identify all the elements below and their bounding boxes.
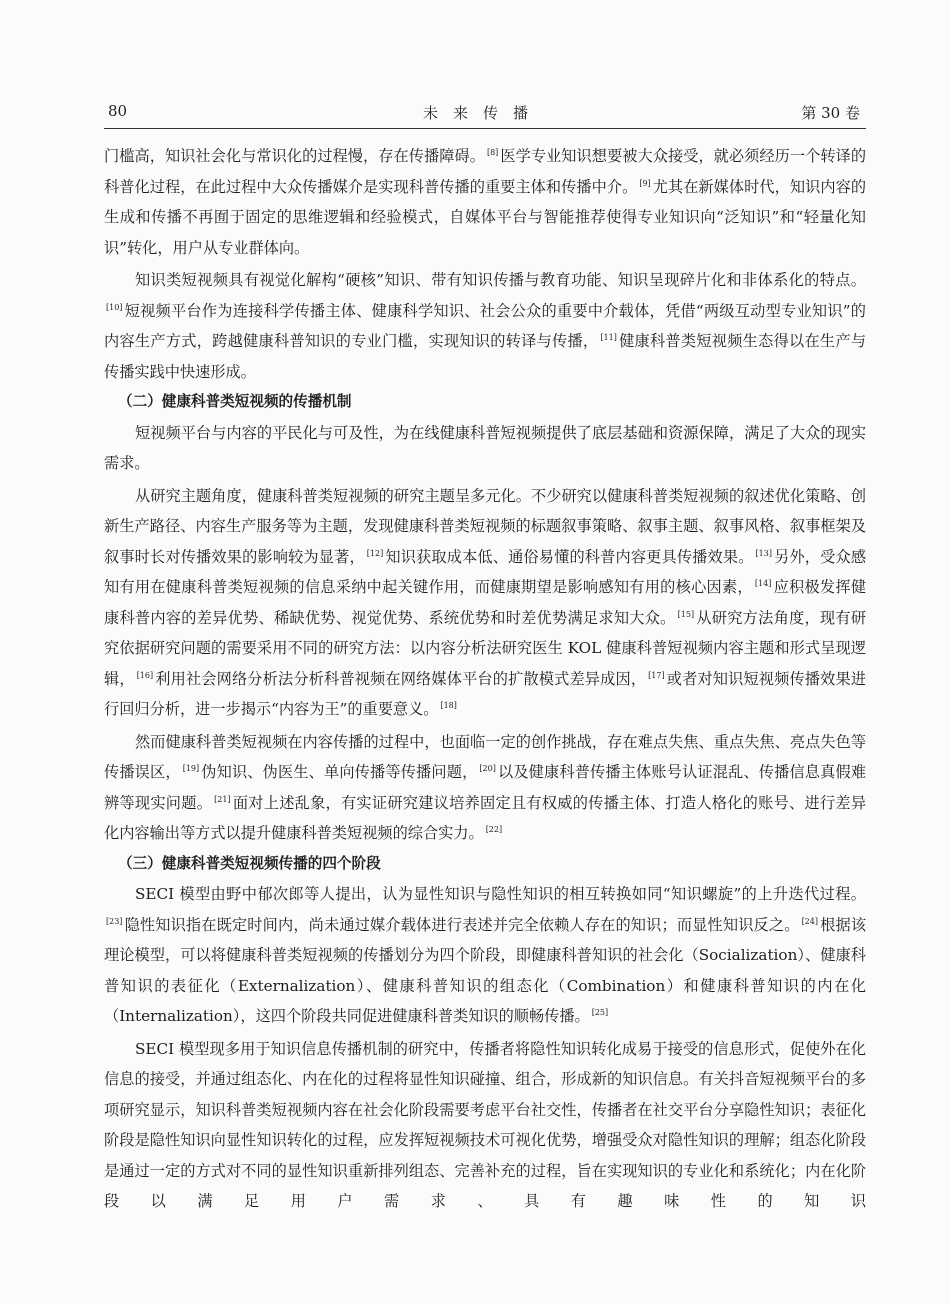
paragraph: 短视频平台与内容的平民化与可及性，为在线健康科普短视频提供了底层基础和资源保障，满足了大众的现实需求。 <box>104 423 866 472</box>
citation: [22] <box>485 825 503 834</box>
citation: [8] <box>486 148 499 157</box>
article-body <box>104 141 866 1217</box>
section-heading: （二）健康科普类短视频的传播机制 <box>118 393 352 410</box>
citation: [16] <box>136 670 154 680</box>
citation: [18] <box>440 701 457 710</box>
citation: [13] <box>755 548 772 558</box>
citation: [11] <box>600 333 617 342</box>
citation: [20] <box>479 764 496 773</box>
paragraph: SECI 模型现多用于知识信息传播机制的研究中，传播者将隐性知识转化成易于接受的信息形式，促使外在化信息的接受，并通过组态化、内在化的过程将显性知识碰撞、组合，形成新的知识信息。有关抖音短视频平台的多项研究显示，知识科普类短视频内容在社会化阶段需要考虑平台社交性，传播者在社交平台分享隐性知识；表征化阶段是隐性知识向显性知识转化的过程，应发挥短视频技术可视化优势，增强受众对隐性知识的理解；组态化阶段是通过一定的方式对不同的显性知识重新排列组态、完善补充的过程，旨在实现知识的专业化和系统化；内在化阶段以满足用户需求、具有趣味性的知识 <box>104 1039 866 1210</box>
citation: [19] <box>182 764 200 773</box>
volume-label: 第 30 卷 <box>801 104 860 122</box>
citation: [14] <box>754 579 772 588</box>
citation: [12] <box>366 548 384 558</box>
section-heading: （三）健康科普类短视频传播的四个阶段 <box>118 854 381 872</box>
paragraph: 从研究主题角度，健康科普类短视频的研究主题呈多元化。不少研究以健康科普类短视频的叙述优化策略、创新生产路径、内容生产服务等为主题，发现健康科普类短视频的标题叙事策略、叙事主题、叙事风格、叙事框架及叙事时长对传播效果的影响较为显著， [12] 知识获取成本低、通俗易懂的科普内容更具传播效果。 [13] 另外，受众感知有用在健康科普类短视频的信息采纳中起关键作用，而健康期望是影响感知有用的核心因素， [14] 应积极发挥健康科普内容的差异优势、稀缺优势、视觉优势、系统优势和时差优势满足求知大众。 [15] 从研究方法角度，现有研究依据研究问题的需要采用不同的研究方法：以内容分析法研究医生 KOL 健康科普短视频内容主题和形式呈现逻辑， [16] 利用社会网络分析法分析科普视频在网络媒体平台的扩散模式差异成因， [17] 或者对知识短视频传播效果进行回归分析，进一步揭示“内容为王”的重要意义。 [18] <box>104 486 867 718</box>
citation: [24] <box>801 916 818 926</box>
citation: [21] <box>214 794 231 804</box>
paragraph: 门槛高，知识社会化与常识化的过程慢，存在传播障碍。 [8] 医学专业知识想要被大众接受，就必须经历一个转译的科普化过程，在此过程中大众传播媒介是实现科普传播的重要主体和传播中介。 [9] 尤其在新媒体时代，知识内容的生成和传播不再囿于固定的思维逻辑和经验模式，自媒体平台与智能推荐使得专业知识向“泛知识”和“轻量化知识”转化，用户从专业群体向。 <box>104 147 867 257</box>
paragraph: 然而健康科普类短视频在内容传播的过程中，也面临一定的创作挑战，存在难点失焦、重点失焦、亮点失色等传播误区， [19] 伪知识、伪医生、单向传播等传播问题， [20] 以及健康科普传播主体账号认证混乱、传播信息真假难辨等现实问题。 [21] 面对上述乱象，有实证研究建议培养固定且有权威的传播主体、打造人格化的账号、进行差异化内容输出等方式以提升健康科普类短视频的综合实力。 [22] <box>104 732 867 842</box>
citation: [25] <box>591 1008 609 1017</box>
citation: [10] <box>106 302 123 312</box>
paragraph: SECI 模型由野中郁次郎等人提出，认为显性知识与隐性知识的相互转换如同“知识螺旋”的上升迭代过程。[23] 隐性知识指在既定时间内，尚未通过媒介载体进行表述并完全依赖人存在的知识；而显性知识反之。 [24] 根据该理论模型，可以将健康科普类短视频的传播划分为四个阶段，即健康科普知识的社会化（Socialization）、健康科普知识的表征化（Externalization）、健康科普知识的组态化（Combination）和健康科普知识的内在化（Internalization），这四个阶段共同促进健康科普类知识的顺畅传播。 [25] <box>104 885 867 1025</box>
citation: [17] <box>648 670 665 680</box>
citation: [23] <box>106 916 123 926</box>
citation: [15] <box>677 609 695 619</box>
page-number: 80 <box>108 102 128 120</box>
page-header <box>104 102 862 126</box>
header-rule <box>104 128 866 129</box>
journal-title: 未来传播 <box>422 104 543 122</box>
paragraph: 知识类短视频具有视觉化解构“硬核”知识、带有知识传播与教育功能、知识呈现碎片化和非体系化的特点。[10] 短视频平台作为连接科学传播主体、健康科学知识、社会公众的重要中介载体，凭借“两级互动型专业知识”的内容生产方式，跨越健康科普知识的专业门槛，实现知识的转译与传播， [11] 健康科普类短视频生态得以在生产与传播实践中快速形成。 <box>104 271 867 381</box>
citation: [9] <box>639 178 651 188</box>
